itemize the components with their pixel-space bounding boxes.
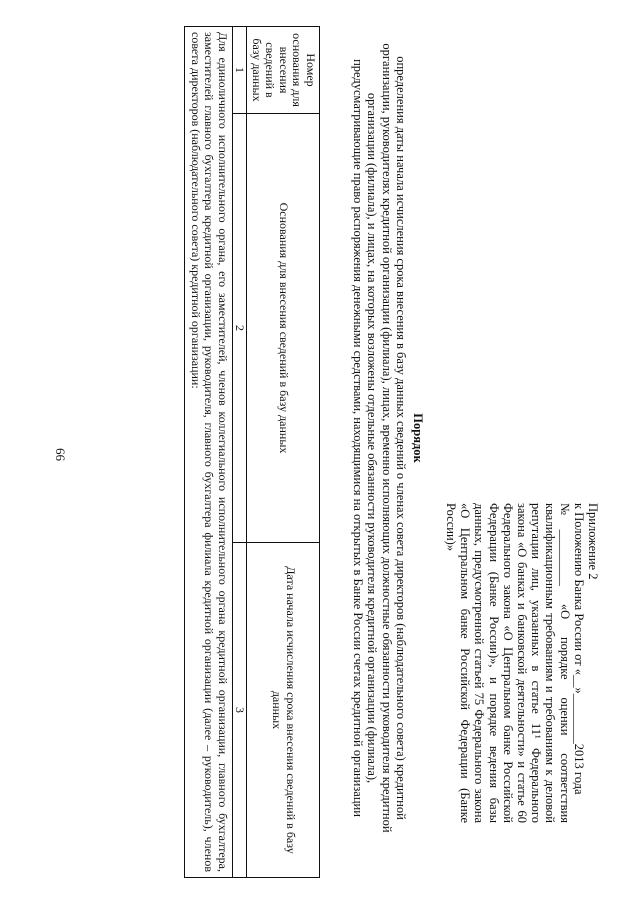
column-header-basis: Основания для внесения сведений в базу данных — [247, 114, 320, 543]
appendix-reference — [444, 503, 600, 823]
column-number: 3 — [233, 543, 248, 878]
table-number-row — [233, 27, 248, 878]
appendix-line: Приложение 2 — [586, 503, 600, 580]
column-header-date: Дата начала исчисления срока внесения сведений в базу данных — [247, 543, 320, 878]
rotated-page — [20, 18, 620, 888]
column-number: 1 — [233, 27, 248, 114]
appendix-line: к Положению Банка России от «__»________2013 года — [571, 503, 586, 795]
appendix-line: №_________ «О порядке оценки соответствия квалификационным требованиям и требованиям к деловой репутации лиц, указанных в статье 11¹ Федерального закона «О банках и банковской деятельности» и статье 60 Федерального закона «О Центральном банке Российской Федерации (Банке России)», и порядке ведения базы данных, предусмотренной статьей 75 Федерального закона «О Центральном банке Российской Федерации (Банке России)» — [443, 503, 572, 823]
basis-table — [185, 26, 321, 878]
page-number: 66 — [53, 448, 68, 461]
table-span-cell: Для единоличного исполнительного органа, его заместителей, членов коллегиального исполнительного органа кредитной организации, главного бухгалтера, заместителей главного бухгалтера кредитной организации, руководителя, главного бухгалтера филиала кредитной организации (далее – руководитель), членов совета директоров (наблюдательного совета) кредитной организации: — [185, 27, 233, 878]
document-title: Порядок — [411, 413, 425, 463]
column-header-number: Номер основания для внесения сведений в базу данных — [247, 27, 320, 114]
table-header-row — [247, 27, 320, 878]
table-row — [185, 27, 233, 878]
document-subtitle: определения даты начала исчисления срока внесения в базу данных сведений о членах совета директоров (наблюдательного совета) кредитной организации, руководителях кредитной организации (филиала), лицах, временно исполняющих должностные обязанности руководителя кредитной организации (филиала), и лицах, на которых возложены отдельные обязанности руководителя кредитной организации (филиала), предусматривающие право распоряжения денежными средствами, находящимися на открытых в Банке России счетах кредитной организации — [351, 43, 409, 833]
column-number: 2 — [233, 114, 248, 543]
document-heading — [351, 38, 426, 838]
